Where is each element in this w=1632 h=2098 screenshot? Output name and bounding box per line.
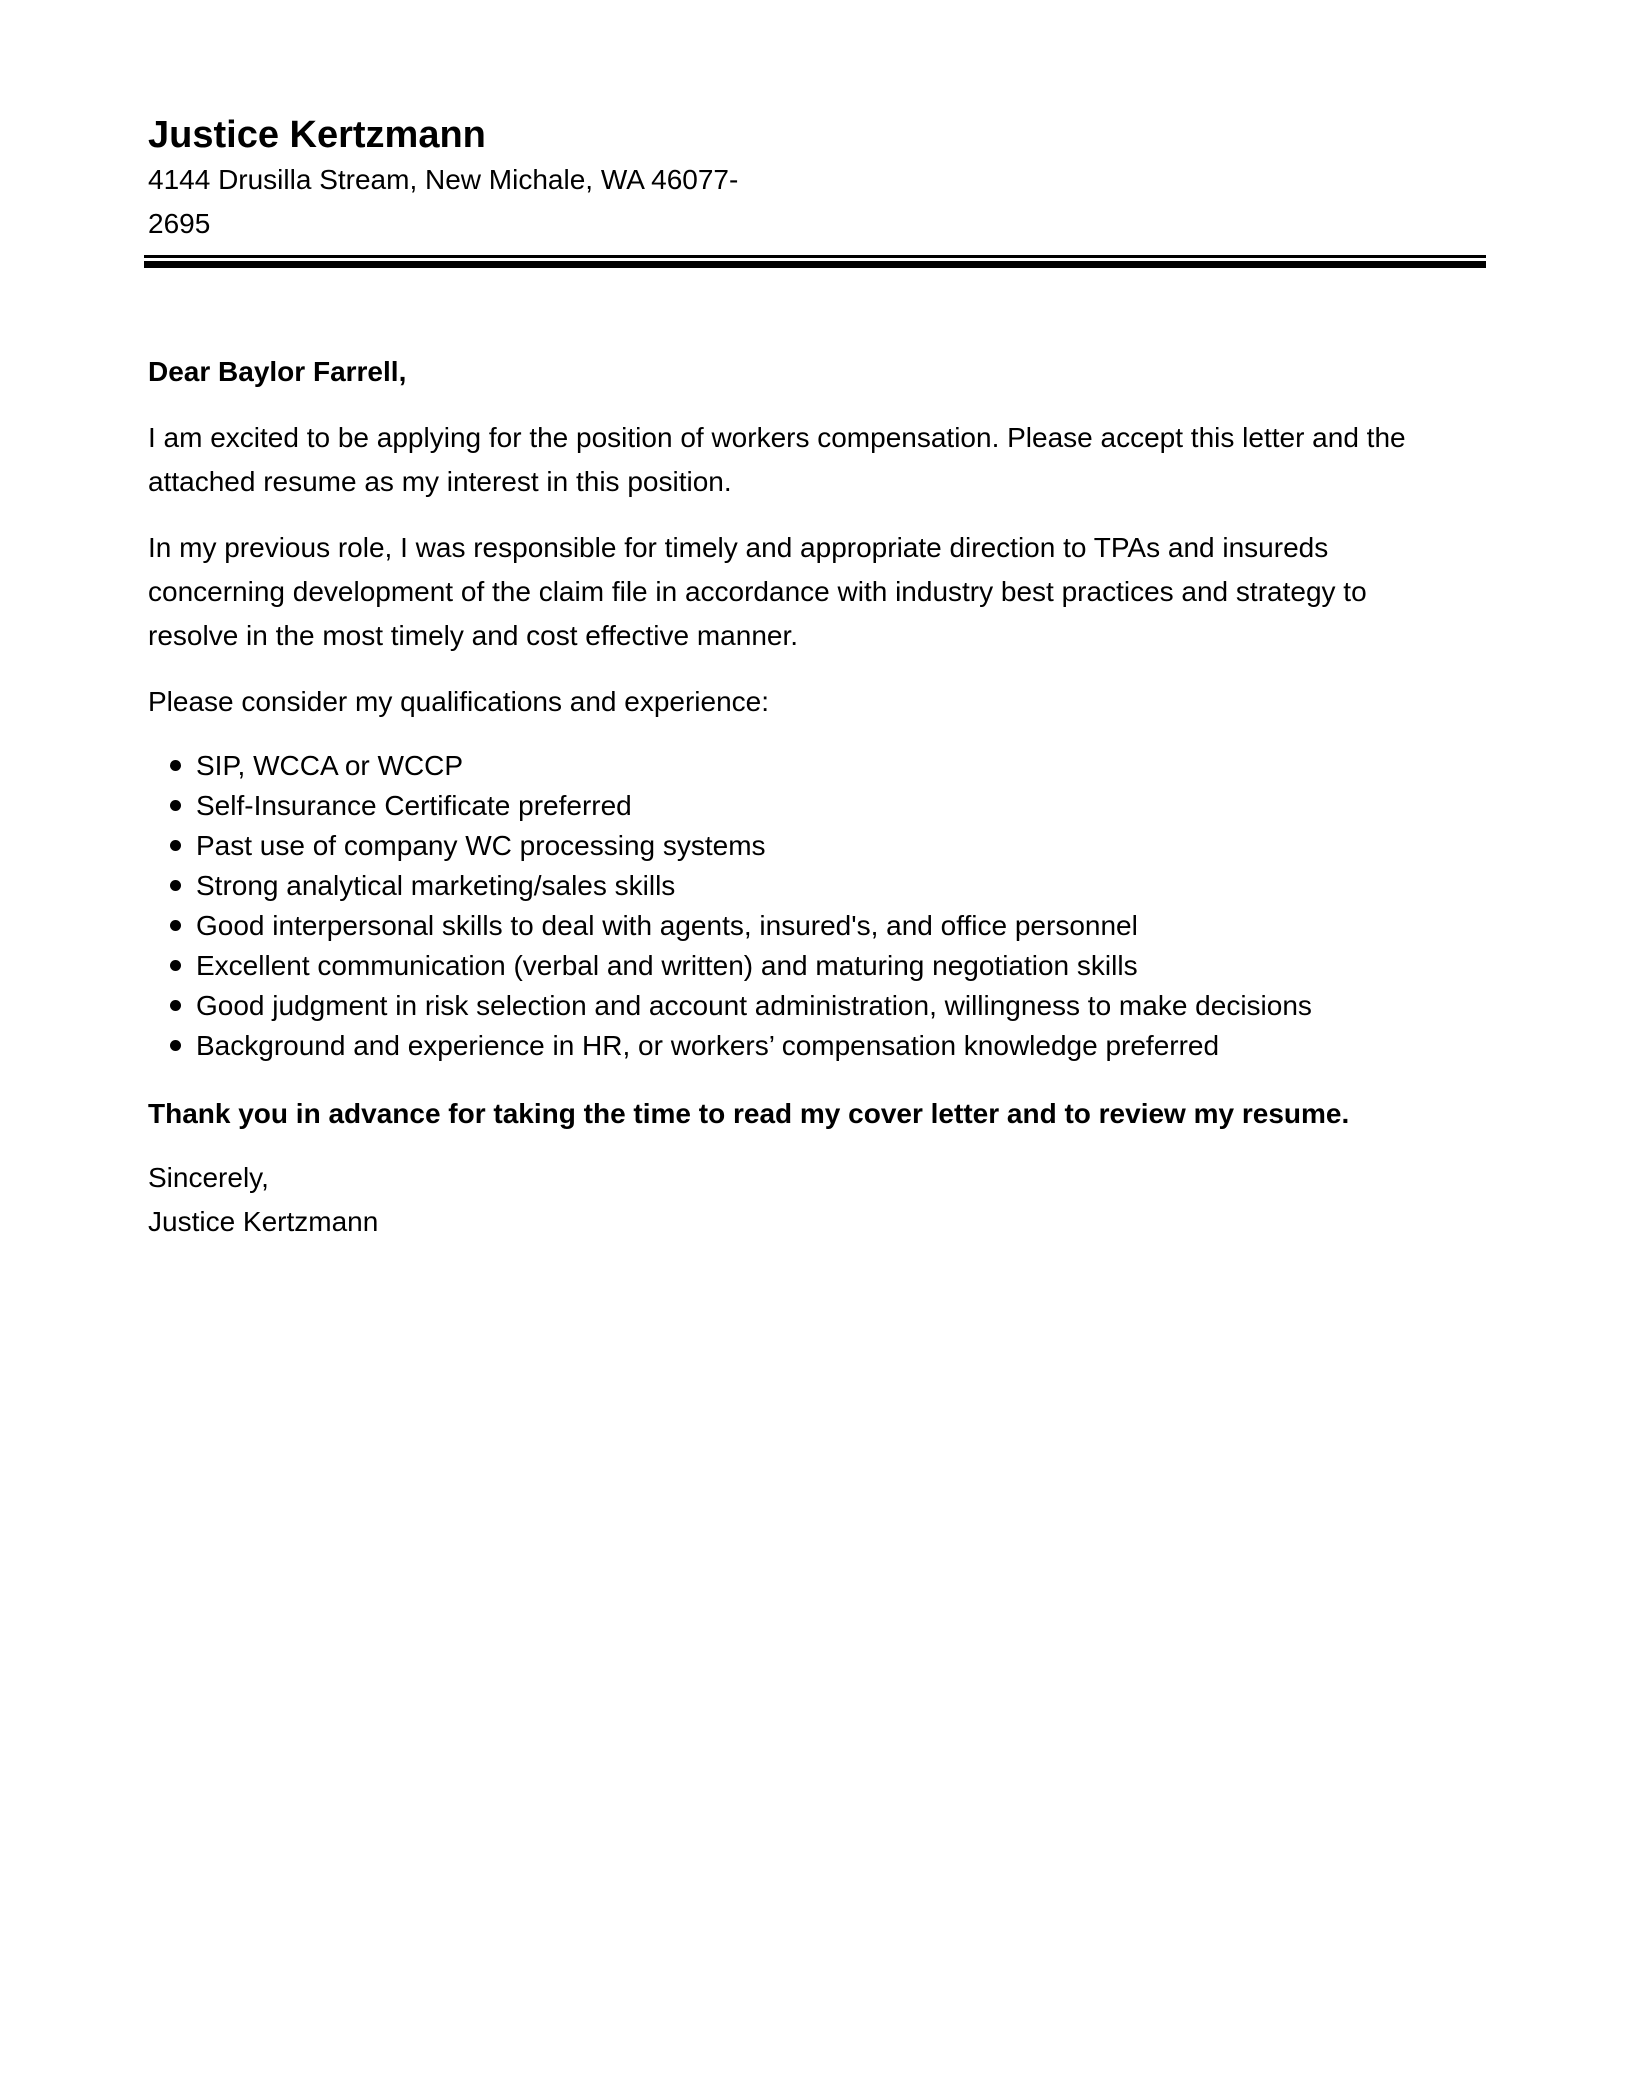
list-item: SIP, WCCA or WCCP bbox=[148, 746, 1448, 786]
paragraph-intro: I am excited to be applying for the position of workers compensation. Please accept this letter and the attached resume as my interest in this position. bbox=[148, 422, 1406, 497]
letter-header bbox=[148, 112, 1488, 246]
paragraph-previous-role: In my previous role, I was responsible for timely and appropriate direction to TPAs and insureds concerning development of the claim file in accordance with industry best practices and strategy to resolve in the most timely and cost effective manner. bbox=[148, 532, 1367, 651]
bullet-icon bbox=[170, 840, 181, 851]
sender-name: Justice Kertzmann bbox=[148, 114, 486, 156]
thank-you-line: Thank you in advance for taking the time to read my cover letter and to review my resume. bbox=[148, 1098, 1350, 1129]
list-item: Good judgment in risk selection and account administration, willingness to make decisions bbox=[148, 986, 1448, 1026]
bullet-icon bbox=[170, 800, 181, 811]
list-item: Good interpersonal skills to deal with agents, insured's, and office personnel bbox=[148, 906, 1448, 946]
list-item: Past use of company WC processing systems bbox=[148, 826, 1448, 866]
signature: Justice Kertzmann bbox=[148, 1206, 379, 1237]
salutation: Dear Baylor Farrell, bbox=[148, 356, 407, 387]
letter-body bbox=[148, 350, 1448, 1244]
header-divider bbox=[144, 255, 1486, 268]
list-item: Strong analytical marketing/sales skills bbox=[148, 866, 1448, 906]
sender-address: 4144 Drusilla Stream, New Michale, WA 46077-2695 bbox=[148, 164, 739, 239]
list-item: Background and experience in HR, or workers’ compensation knowledge preferred bbox=[148, 1026, 1448, 1066]
paragraph-qualifications-intro: Please consider my qualifications and experience: bbox=[148, 686, 770, 717]
closing: Sincerely, bbox=[148, 1162, 269, 1193]
list-item: Self-Insurance Certificate preferred bbox=[148, 786, 1448, 826]
list-item: Excellent communication (verbal and written) and maturing negotiation skills bbox=[148, 946, 1448, 986]
bullet-icon bbox=[170, 880, 181, 891]
qualifications-list bbox=[148, 746, 1448, 1066]
bullet-icon bbox=[170, 1000, 181, 1011]
bullet-icon bbox=[170, 920, 181, 931]
bullet-icon bbox=[170, 960, 181, 971]
bullet-icon bbox=[170, 1040, 181, 1051]
bullet-icon bbox=[170, 760, 181, 771]
